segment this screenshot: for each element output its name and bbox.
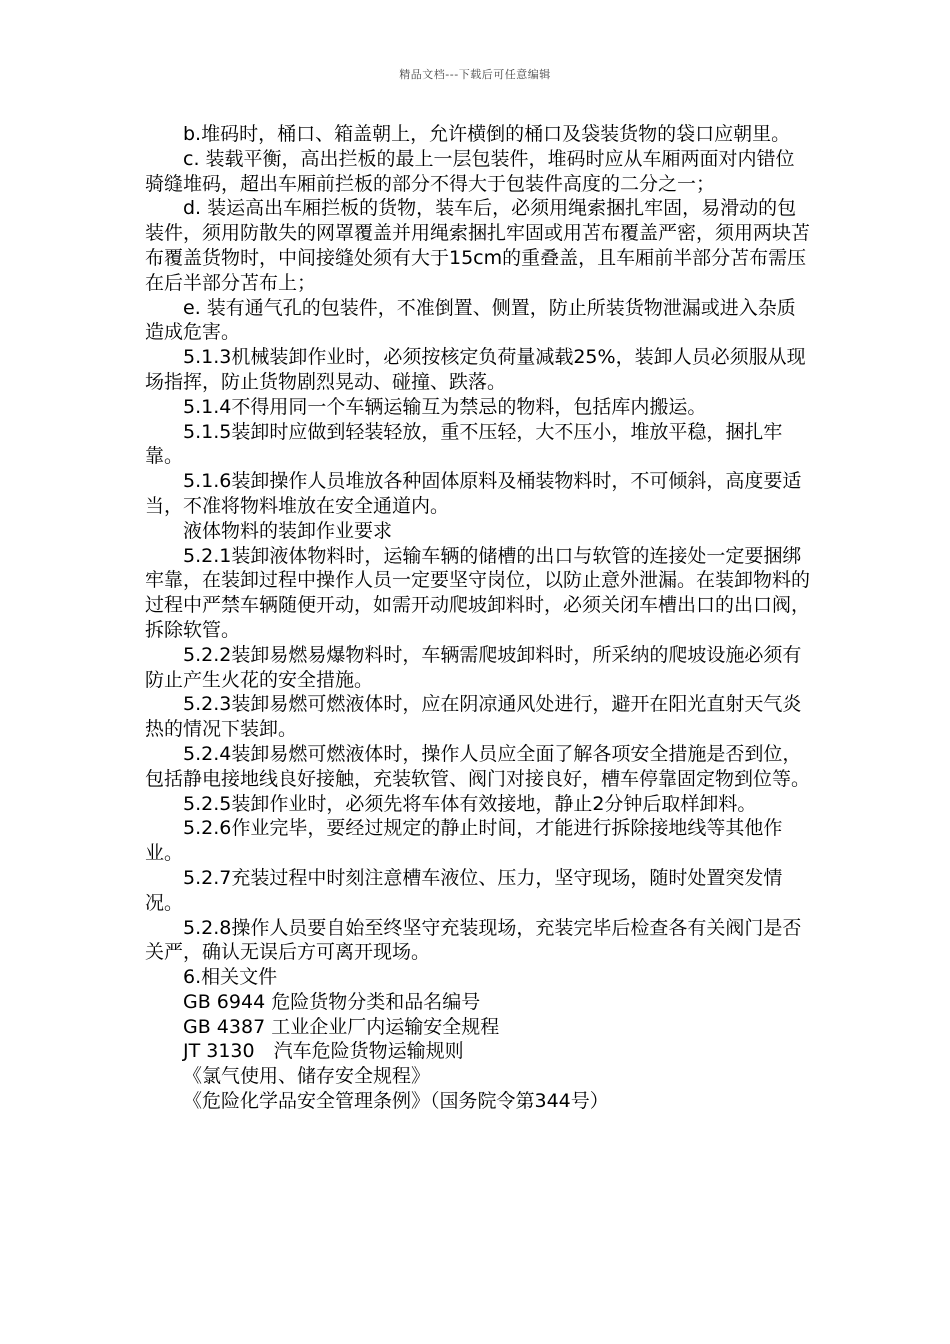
paragraph-5-2-6: 5.2.6作业完毕，要经过规定的静止时间，才能进行拆除接地线等其他作业。 — [145, 817, 783, 865]
reference-hazardous-chemicals-regulation: 《危险化学品安全管理条例》（国务院令第344号） — [183, 1090, 609, 1113]
document-body — [145, 122, 810, 1114]
paragraph-5-1-4: 5.1.4不得用同一个车辆运输互为禁忌的物料，包括库内搬运。 — [183, 395, 707, 418]
paragraph-loading-balance-c: c. 装载平衡，高出拦板的最上一层包装件，堆码时应从车厢两面对内错位骑缝堆码，超出车厢前拦板的部分不得大于包装件高度的二分之一； — [145, 147, 795, 195]
paragraph-5-2-2: 5.2.2装卸易燃易爆物料时，车辆需爬坡卸料时，所采纳的爬坡设施必须有防止产生火花的安全措施。 — [145, 643, 802, 691]
paragraph-vented-packages-e: e. 装有通气孔的包装件，不准倒置、侧置，防止所装货物泄漏或进入杂质造成危害。 — [145, 296, 796, 344]
paragraph-stacking-b: b.堆码时，桶口、箱盖朝上，允许横倒的桶口及袋装货物的袋口应朝里。 — [183, 123, 791, 145]
reference-gb-4387: GB 4387 工业企业厂内运输安全规程 — [183, 1015, 500, 1038]
section-heading-liquid-handling: 液体物料的装卸作业要求 — [183, 519, 393, 542]
paragraph-5-2-4: 5.2.4装卸易燃可燃液体时，操作人员应全面了解各项安全措施是否到位，包括静电接地线良好接触，充装软管、阀门对接良好，槽车停靠固定物到位等。 — [145, 742, 811, 790]
paragraph-5-1-3: 5.1.3机械装卸作业时，必须按核定负荷量减载25%，装卸人员必须服从现场指挥，防止货物剧烈晃动、碰撞、跌落。 — [145, 346, 806, 393]
paragraph-5-2-8: 5.2.8操作人员要自始至终坚守充装现场，充装完毕后检查各有关阀门是否关严，确认无误后方可离开现场。 — [145, 916, 802, 964]
paragraph-5-1-5: 5.1.5装卸时应做到轻装轻放，重不压轻，大不压小，堆放平稳，捆扎牢靠。 — [145, 420, 783, 468]
paragraph-5-2-1: 5.2.1装卸液体物料时，运输车辆的储槽的出口与软管的连接处一定要捆绑牢靠，在装卸过程中操作人员一定要坚守岗位，以防止意外泄漏。在装卸物料的过程中严禁车辆随便开动，如需开动爬坡卸料时，必须关闭车槽出口的出口阀，拆除软管。 — [145, 544, 811, 641]
reference-jt-3130: JT 3130 汽车危险货物运输规则 — [183, 1040, 464, 1063]
section-heading-related-documents: 6.相关文件 — [183, 966, 278, 989]
paragraph-tall-cargo-d: d. 装运高出车厢拦板的货物，装车后，必须用绳索捆扎牢固，易滑动的包装件，须用防散失的网罩覆盖并用绳索捆扎牢固或用苫布覆盖严密，须用两块苫布覆盖货物时，中间接缝处须有大于15cm的重叠盖，且车厢前半部分苫布需压在后半部分苫布上； — [145, 197, 811, 294]
paragraph-5-1-6: 5.1.6装卸操作人员堆放各种固体原料及桶装物料时，不可倾斜，高度要适当，不准将物料堆放在安全通道内。 — [145, 470, 802, 517]
paragraph-5-2-7: 5.2.7充装过程中时刻注意槽车液位、压力，坚守现场，随时处置突发情况。 — [145, 866, 783, 914]
reference-chlorine-rules: 《氯气使用、储存安全规程》 — [183, 1065, 431, 1088]
paragraph-5-2-5: 5.2.5装卸作业时，必须先将车体有效接地，静止2分钟后取样卸料。 — [183, 792, 757, 815]
paragraph-5-2-3: 5.2.3装卸易燃可燃液体时，应在阴凉通风处进行，避开在阳光直射天气炎热的情况下装卸。 — [145, 693, 802, 741]
reference-gb-6944: GB 6944 危险货物分类和品名编号 — [183, 990, 481, 1013]
page-header: 精品文档---下载后可任意编辑 — [399, 68, 551, 81]
